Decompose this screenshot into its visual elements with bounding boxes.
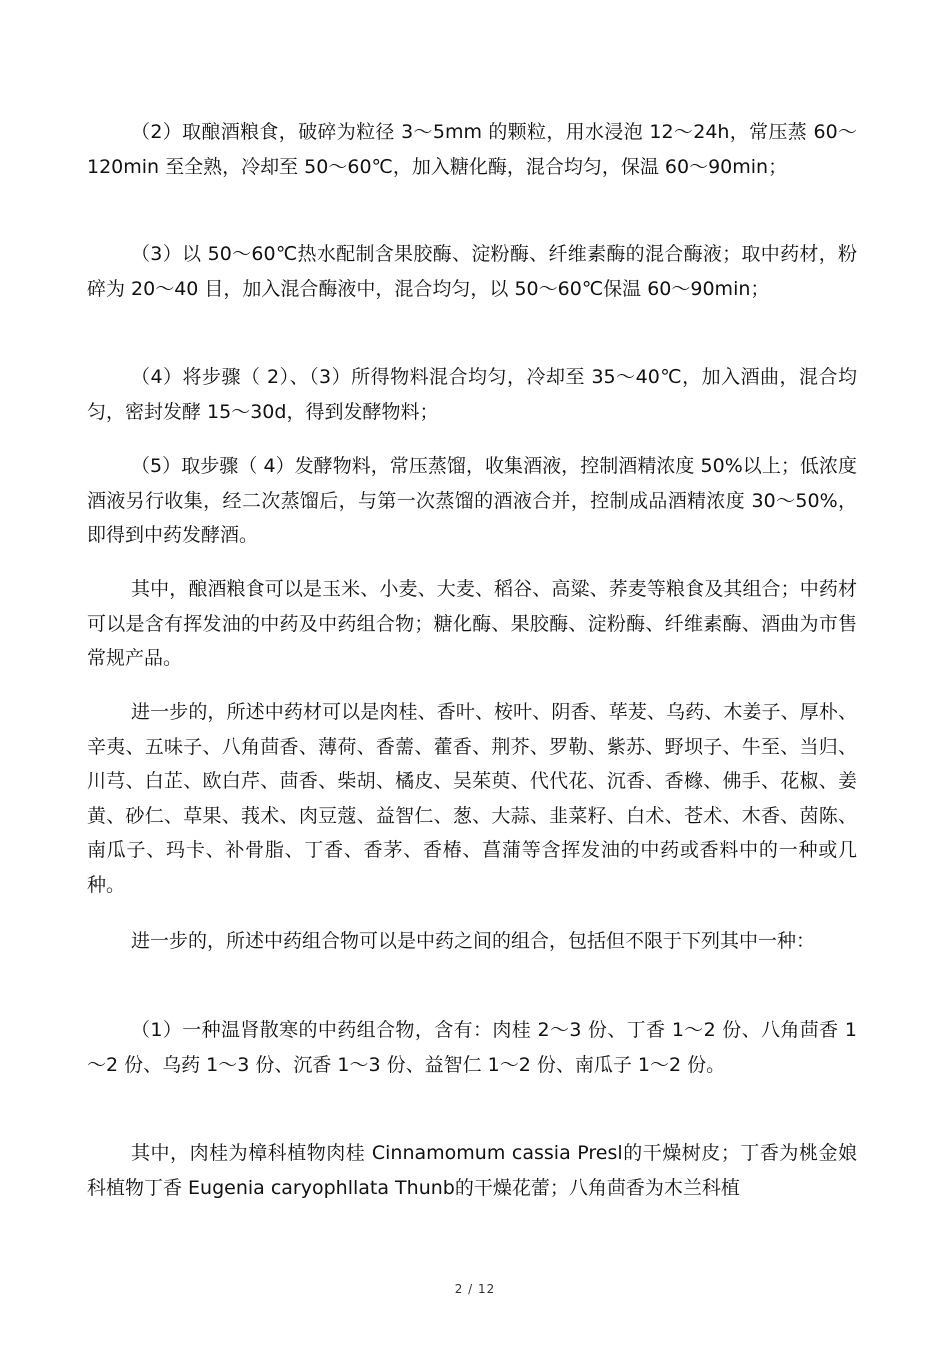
- paragraph-step-3: （3）以 50～60℃热水配制含果胶酶、淀粉酶、纤维素酶的混合酶液；取中药材，粉碎为 20～40 目，加入混合酶液中，混合均匀，以 50～60℃保温 60～90min；: [87, 243, 857, 300]
- paragraph-composition-intro: 进一步的，所述中药组合物可以是中药之间的组合，包括但不限于下列其中一种：: [131, 930, 816, 952]
- paragraph-composition-1: （1）一种温肾散寒的中药组合物，含有：肉桂 2～3 份、丁香 1～2 份、八角茴香 1～2 份、乌药 1～3 份、沉香 1～3 份、益智仁 1～2 份、南瓜子 1～2 份。: [87, 1019, 857, 1076]
- paragraph-step-4: （4）将步骤（ 2）、（3）所得物料混合均匀，冷却至 35～40℃，加入酒曲，混合均匀，密封发酵 15～30d，得到发酵物料；: [87, 366, 857, 423]
- paragraph-botanical-notes: 其中，肉桂为樟科植物肉桂 Cinnamomum cassia Presl的干燥树皮；丁香为桃金娘科植物丁香 Eugenia caryophllata Thunb的干燥花蕾；八角茴香为木兰科植: [87, 1142, 857, 1199]
- paragraph-step-2: （2）取酿酒粮食，破碎为粒径 3～5mm 的颗粒，用水浸泡 12～24h，常压蒸 60～120min 至全熟，冷却至 50～60℃，加入糖化酶，混合均匀，保温 60～90min；: [87, 121, 857, 178]
- page-number: 2 / 12: [454, 1282, 496, 1296]
- paragraph-herb-list: 进一步的，所述中药材可以是肉桂、香叶、桉叶、阴香、荜茇、乌药、木姜子、厚朴、辛夷、五味子、八角茴香、薄荷、香薷、藿香、荆芥、罗勒、紫苏、野坝子、牛至、当归、川芎、白芷、欧白芹、茴香、柴胡、橘皮、吴茱萸、代代花、沉香、香橼、佛手、花椒、姜黄、砂仁、草果、莪术、肉豆蔻、益智仁、葱、大蒜、韭菜籽、白术、苍术、木香、茵陈、南瓜子、玛卡、补骨脂、丁香、香茅、香椿、菖蒲等含挥发油的中药或香料中的一种或几种。: [87, 701, 857, 896]
- paragraph-step-5: （5）取步骤（ 4）发酵物料，常压蒸馏，收集酒液，控制酒精浓度 50%以上；低浓度酒液另行收集，经二次蒸馏后，与第一次蒸馏的酒液合并，控制成品酒精浓度 30～50%，即得到中药发酵酒。: [87, 455, 857, 546]
- paragraph-materials: 其中，酿酒粮食可以是玉米、小麦、大麦、稻谷、高粱、荞麦等粮食及其组合；中药材可以是含有挥发油的中药及中药组合物；糖化酶、果胶酶、淀粉酶、纤维素酶、酒曲为市售常规产品。: [87, 578, 857, 669]
